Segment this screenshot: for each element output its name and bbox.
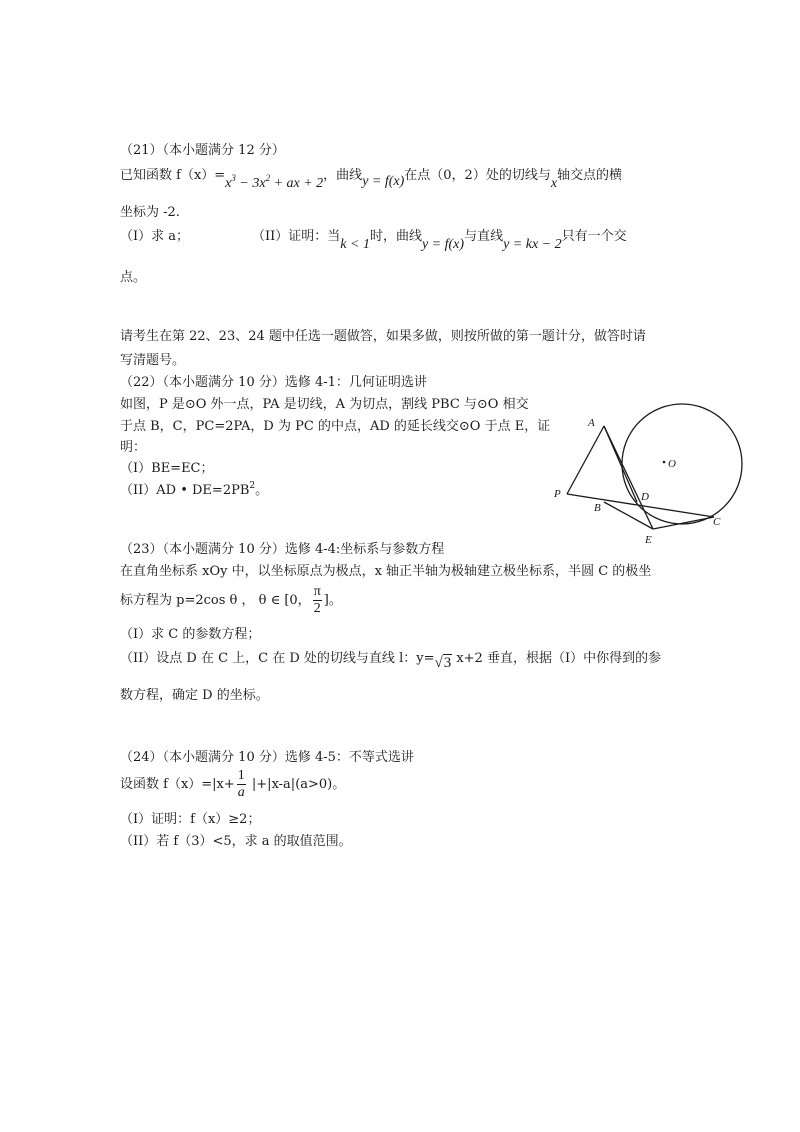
q21-curve: y = f(x) [362, 174, 405, 189]
q22-header: （22）（本小题满分 10 分）选修 4-1：几何证明选讲 [120, 375, 427, 390]
center-dot [663, 461, 666, 464]
q21-part1: （I）求 a； [120, 229, 190, 244]
tangent-pa [567, 426, 604, 494]
label-e: E [645, 534, 652, 546]
label-a: A [588, 417, 595, 429]
q24-part1: （I）证明：f（x）≥2； [120, 812, 261, 827]
q21-x-axis-var: x [550, 176, 558, 191]
pi-over-2: $\frac{\pi}{2}$ [313, 584, 321, 616]
q22-part1: （I）BE=EC； [120, 461, 214, 476]
q21-part2-continued: 点。 [120, 270, 147, 285]
q21-curve2: y = f(x) [421, 237, 465, 252]
one-over-a: $\frac{1}{a}$ [237, 768, 245, 800]
q21-part2: （II）证明：当k < 1时，曲线y = f(x)与直线y = kx − 2只有一个交 [252, 229, 627, 252]
label-p: P [554, 488, 561, 500]
q21-line-equation: y = kx − 2 [503, 237, 562, 252]
label-d: D [641, 491, 649, 503]
q24-part2: （II）若 f（3）<5，求 a 的取值范围。 [120, 834, 352, 849]
instructions-line1: 请考生在第 22、23、24 题中任选一题做答，如果多做，则按所做的第一题计分，做答时请 [120, 329, 646, 344]
q23-statement-line1: 在直角坐标系 xOy 中，以坐标原点为极点，x 轴正半轴为极轴建立极坐标系，半圆 C 的极坐 [120, 564, 652, 579]
q21-header: （21）（本小题满分 12 分） [120, 143, 285, 158]
sqrt-3: √3 [434, 655, 452, 671]
q22-statement-line1: 如图，P 是⊙O 外一点，PA 是切线，A 为切点，割线 PBC 与⊙O 相交 [120, 397, 529, 412]
q22-statement-line2: 于点 B，C，PC=2PA，D 为 PC 的中点，AD 的延长线交⊙O 于点 E，证 [120, 419, 551, 434]
q21-function-expression: $x^3 - 3x^2$ + ax + 2 [225, 173, 324, 191]
label-o: O [668, 458, 676, 470]
q22-part2: （II）AD • $DE=2PB^2$。 [120, 481, 269, 498]
q23-part2-continued: 数方程，确定 D 的坐标。 [120, 688, 269, 703]
q24-header: （24）（本小题满分 10 分）选修 4-5：不等式选讲 [120, 750, 414, 765]
q23-statement-line2: 标方程为 p=2cos θ ， θ ∈ [0， $\frac{\pi}{2}$ ]。 [120, 584, 342, 616]
q21-statement-line1: 已知函数 $f(x)=x^3 - 3x^2$ + ax + 2，曲线y = f(x)在点（0，2）处的切线与x轴交点的横 [120, 168, 623, 191]
label-b: B [594, 502, 601, 514]
instructions-line2: 写清题号。 [120, 353, 186, 368]
q21-statement-line2: 坐标为 -2. [120, 205, 180, 220]
line-ec [653, 517, 714, 529]
q24-statement: 设函数 f（x）=|x+ $\frac{1}{a}$ |+|x-a|(a>0)。 [120, 768, 346, 800]
q22-statement-line3: 明： [120, 440, 147, 455]
q23-part1: （I）求 C 的参数方程； [120, 627, 261, 642]
line-ab [604, 426, 637, 502]
geometry-figure [548, 378, 748, 548]
q23-header: （23）（本小题满分 10 分）选修 4-4:坐标系与参数方程 [120, 542, 445, 557]
label-c: C [713, 516, 721, 528]
q23-part2: （II）设点 D 在 C 上，C 在 D 处的切线与直线 l：y=√3 x+2 垂直，根据（I）中你得到的参 [120, 651, 662, 671]
q21-condition: k < 1 [340, 237, 370, 252]
